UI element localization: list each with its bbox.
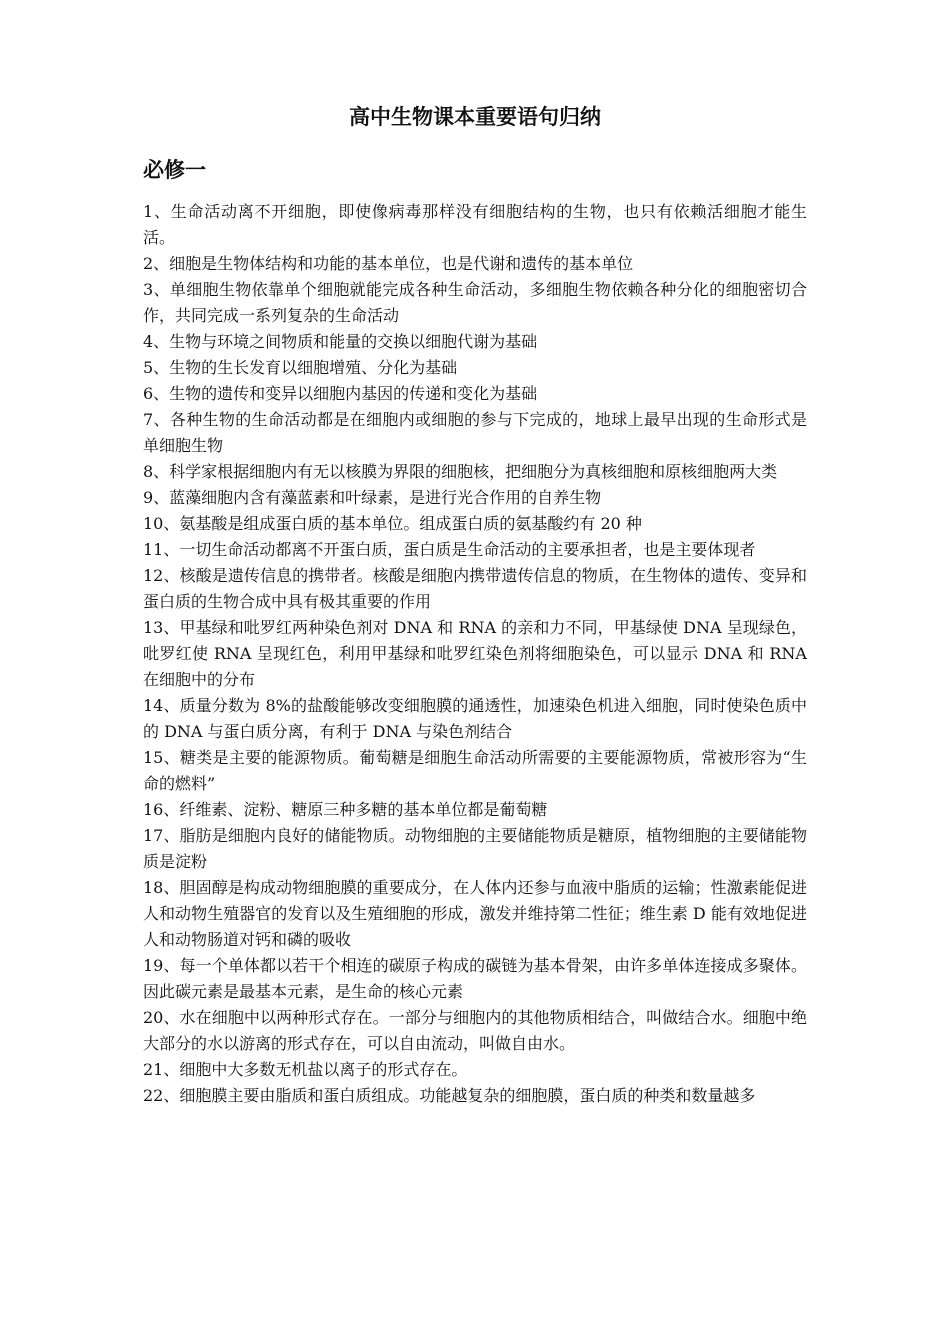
list-item: 7、各种生物的生命活动都是在细胞内或细胞的参与下完成的，地球上最早出现的生命形式是单细胞生物 — [143, 410, 807, 455]
list-item: 4、生物与环境之间物质和能量的交换以细胞代谢为基础 — [143, 332, 538, 351]
list-item: 18、胆固醇是构成动物细胞膜的重要成分，在人体内还参与血液中脂质的运输；性激素能促进人和动物生殖器官的发育以及生殖细胞的形成，激发并维持第二性征；维生素 D 能有效地促进人和动物肠道对钙和磷的吸收 — [143, 878, 807, 949]
list-item: 13、甲基绿和吡罗红两种染色剂对 DNA 和 RNA 的亲和力不同，甲基绿使 DNA 呈现绿色，吡罗红使 RNA 呈现红色，利用甲基绿和吡罗红染色剂将细胞染色，可以显示 DNA 和 RNA 在细胞中的分布 — [143, 618, 807, 689]
sentence-list — [143, 199, 807, 1109]
document-title: 高中生物课本重要语句归纳 — [349, 105, 601, 129]
list-item: 12、核酸是遗传信息的携带者。核酸是细胞内携带遗传信息的物质，在生物体的遗传、变异和蛋白质的生物合成中具有极其重要的作用 — [143, 566, 807, 611]
list-item: 2、细胞是生物体结构和功能的基本单位，也是代谢和遗传的基本单位 — [143, 254, 634, 273]
list-item: 5、生物的生长发育以细胞增殖、分化为基础 — [143, 358, 458, 377]
list-item: 15、糖类是主要的能源物质。葡萄糖是细胞生命活动所需要的主要能源物质，常被形容为“生命的燃料” — [143, 748, 807, 793]
list-item: 20、水在细胞中以两种形式存在。一部分与细胞内的其他物质相结合，叫做结合水。细胞中绝大部分的水以游离的形式存在，可以自由流动，叫做自由水。 — [143, 1008, 807, 1053]
list-item: 16、纤维素、淀粉、糖原三种多糖的基本单位都是葡萄糖 — [143, 800, 548, 819]
list-item: 6、生物的遗传和变异以细胞内基因的传递和变化为基础 — [143, 384, 538, 403]
list-item: 3、单细胞生物依靠单个细胞就能完成各种生命活动，多细胞生物依赖各种分化的细胞密切合作，共同完成一系列复杂的生命活动 — [143, 280, 807, 325]
list-item: 22、细胞膜主要由脂质和蛋白质组成。功能越复杂的细胞膜，蛋白质的种类和数量越多 — [143, 1086, 756, 1105]
list-item: 19、每一个单体都以若干个相连的碳原子构成的碳链为基本骨架，由许多单体连接成多聚体。因此碳元素是最基本元素，是生命的核心元素 — [143, 956, 807, 1001]
list-item: 14、质量分数为 8%的盐酸能够改变细胞膜的通透性，加速染色机进入细胞，同时使染色质中的 DNA 与蛋白质分离，有利于 DNA 与染色剂结合 — [143, 696, 807, 741]
list-item: 9、蓝藻细胞内含有藻蓝素和叶绿素，是进行光合作用的自养生物 — [143, 488, 602, 507]
list-item: 21、细胞中大多数无机盐以离子的形式存在。 — [143, 1060, 468, 1079]
section-heading: 必修一 — [143, 158, 206, 182]
list-item: 10、氨基酸是组成蛋白质的基本单位。组成蛋白质的氨基酸约有 20 种 — [143, 514, 642, 533]
list-item: 8、科学家根据细胞内有无以核膜为界限的细胞核，把细胞分为真核细胞和原核细胞两大类 — [143, 462, 778, 481]
list-item: 1、生命活动离不开细胞，即使像病毒那样没有细胞结构的生物，也只有依赖活细胞才能生活。 — [143, 202, 807, 247]
list-item: 11、一切生命活动都离不开蛋白质，蛋白质是生命活动的主要承担者，也是主要体现者 — [143, 540, 756, 559]
list-item: 17、脂肪是细胞内良好的储能物质。动物细胞的主要储能物质是糖原，植物细胞的主要储能物质是淀粉 — [143, 826, 807, 871]
